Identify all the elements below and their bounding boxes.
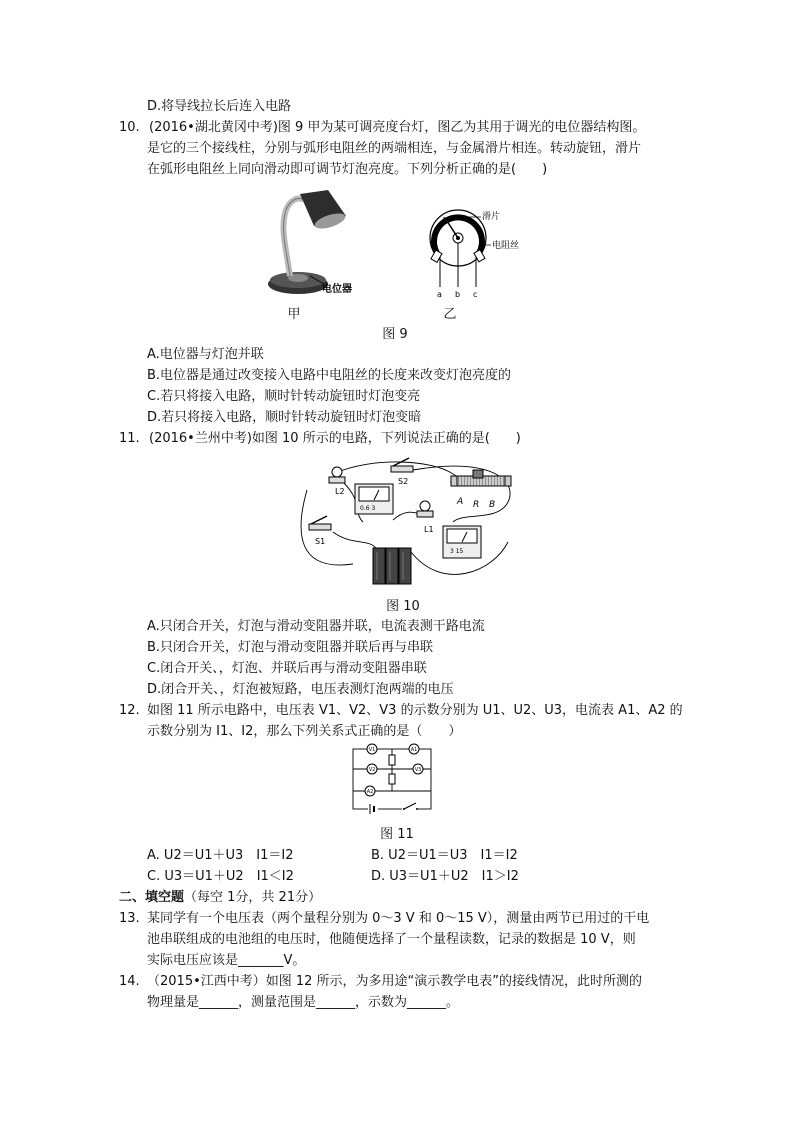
meter-v3: V3 [414,767,422,773]
q11-stem: (2016•兰州中考)如图 10 所示的电路，下列说法正确的是( ) [149,431,521,446]
section-title: 二、填空题 [119,890,185,905]
meter-v1: V1 [368,747,376,753]
potentiometer-figure [423,205,543,300]
section-heading [119,888,321,908]
label-l2: L2 [335,487,345,496]
q12-stem-line2: 示数分别为 I1、I2，那么下列关系式正确的是（ ） [147,724,462,739]
q10-option-a: A.电位器与灯泡并联 [147,347,264,362]
q12-option-b: B. U2＝U1＝U3 I1＝I2 [371,848,518,863]
q10-option-b: B.电位器是通过改变接入电路中电阻丝的长度来改变灯泡亮度的 [147,368,512,383]
q12-stem-line1: 如图 11 所示电路中，电压表 V1、V2、V3 的示数分别为 U1、U2、U3，电流表 A1、A2 的 [147,703,683,718]
label-s2: S2 [398,477,409,486]
q13-stem-line1: 某同学有一个电压表（两个量程分别为 0～3 V 和 0～15 V），测量由两节已用过的干电 [147,911,650,926]
terminal-b: b [455,290,461,299]
q11-number: 11. [119,431,140,446]
q10-stem-line3: 在弧形电阻丝上同向滑动即可调节灯泡亮度。下列分析正确的是( ) [147,162,548,177]
q14-stem-line2: 物理量是______，测量范围是______，示数为______。 [147,995,460,1010]
desk-lamp-figure [258,188,368,300]
q10-number: 10. [119,120,140,135]
label-ammeter: 0.6 3 [360,505,376,512]
meter-a1: A1 [410,747,418,753]
q11-option-b: B.只闭合开关，灯泡与滑动变阻器并联后再与串联 [147,640,434,655]
q12-number: 12. [119,703,140,718]
meter-v2: V2 [368,767,376,773]
q10-stem-line1: (2016•湖北黄冈中考)图 9 甲为某可调亮度台灯，图乙为其用于调光的电位器结构图。 [149,120,646,135]
fig9-label-b: 乙 [443,307,457,322]
label-b: B [489,500,496,510]
q12-option-c: C. U3＝U1＋U2 I1＜I2 [147,869,294,884]
section-note: （每空 1分，共 21分） [184,890,322,905]
label-voltmeter: 3 15 [450,548,464,555]
q14-number: 14. [119,974,140,989]
label-l1: L1 [424,525,434,534]
q10-option-c: C.若只将接入电路，顺时针转动旋钮时灯泡变亮 [147,389,421,404]
q12-option-a: A. U2＝U1＋U3 I1＝I2 [147,848,294,863]
battery-pack [373,548,411,584]
q10-option-d: D.若只将接入电路，顺时针转动旋钮时灯泡变暗 [147,410,422,425]
q11-option-d: D.闭合开关、，灯泡被短路，电压表测灯泡两端的电压 [147,682,454,697]
pot-slider-label: 滑片 [482,212,501,222]
q11-option-c: C.闭合开关、，灯泡、并联后再与滑动变阻器串联 [147,661,427,676]
circuit-figure-11 [348,743,438,819]
q12-option-d: D. U3＝U1＋U2 I1＞I2 [371,869,519,884]
label-r: R [473,500,480,510]
pot-wire-label: 电阻丝 [492,241,520,251]
meter-a2: A2 [366,789,374,795]
terminal-c: c [473,290,478,299]
label-a: A [457,497,464,507]
q9-option-d: D.将导线拉长后连入电路 [147,99,292,114]
lamp-label: 电位器 [322,284,352,295]
terminal-a: a [437,290,442,299]
circuit-figure-10 [293,452,523,594]
fig9-caption: 图 9 [382,327,408,342]
q10-stem-line2: 是它的三个接线柱，分别与弧形电阻丝的两端相连，与金属滑片相连。转动旋钮，滑片 [147,141,642,156]
q13-number: 13. [119,911,140,926]
q11-option-a: A.只闭合开关，灯泡与滑动变阻器并联，电流表测干路电流 [147,619,485,634]
fig11-caption: 图 11 [380,827,414,842]
q13-stem-line3: 实际电压应该是_______V。 [147,953,306,968]
q13-stem-line2: 池串联组成的电池组的电压时，他随便选择了一个量程读数，记录的数据是 10 V，则 [147,932,636,947]
q14-stem-line1: （2015•江西中考）如图 12 所示，为多用途“演示教学电表”的接线情况，此时所测的 [147,974,643,989]
fig10-caption: 图 10 [386,599,420,614]
label-s1: S1 [315,537,326,546]
fig9-label-a: 甲 [287,307,301,322]
